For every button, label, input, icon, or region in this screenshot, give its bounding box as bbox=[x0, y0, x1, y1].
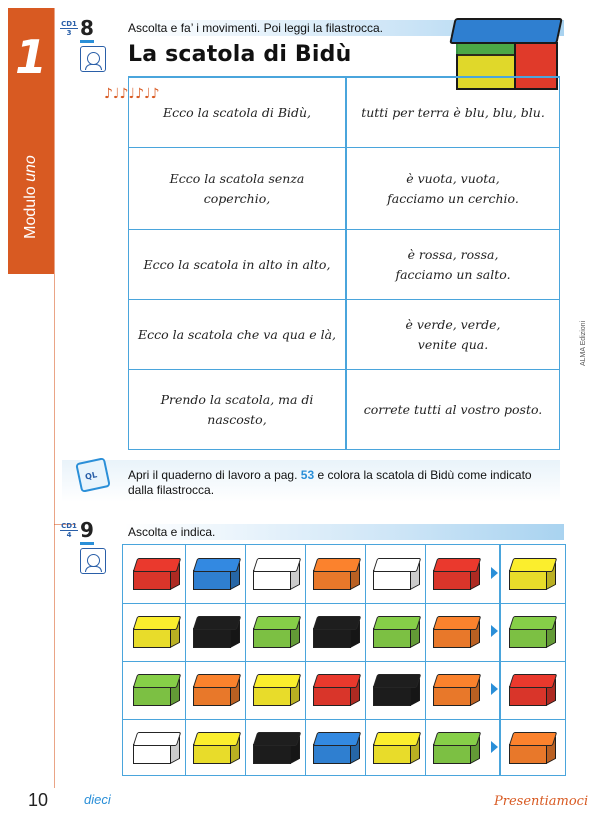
module-label-suffix: uno bbox=[22, 155, 39, 182]
box-option[interactable] bbox=[431, 728, 481, 768]
poem-line-right: tutti per terra è blu, blu, blu. bbox=[361, 104, 545, 120]
hint-text-after: e colora la scatola di Bidù come indicato dalla filastrocca. bbox=[128, 468, 532, 497]
poem-row bbox=[129, 77, 559, 147]
listen-face-icon bbox=[80, 548, 106, 574]
cd-label: CD1 bbox=[61, 522, 77, 530]
workbook-hint bbox=[128, 468, 558, 498]
poem-line-left: Ecco la scatola che va qua e là, bbox=[137, 326, 337, 342]
box-option[interactable] bbox=[131, 554, 181, 594]
exercise-instruction: Ascolta e indica. bbox=[128, 525, 216, 539]
poem-line-right: correte tutti al vostro posto. bbox=[363, 401, 543, 417]
poem-line-right: è vuota, vuota, facciamo un cerchio. bbox=[387, 170, 519, 206]
box-option[interactable] bbox=[251, 554, 301, 594]
cd-label: CD1 bbox=[61, 20, 77, 28]
box-option[interactable] bbox=[191, 728, 241, 768]
module-number: 1 bbox=[14, 30, 47, 84]
cd-track-icon bbox=[60, 20, 78, 40]
music-notes-icon: ♪♩♪♩♪♩♪ bbox=[104, 86, 160, 102]
poem-row bbox=[129, 229, 559, 299]
arrow-right-icon bbox=[491, 683, 498, 695]
poem-row bbox=[129, 369, 559, 449]
answer-column-divider bbox=[499, 545, 501, 775]
box-target bbox=[507, 670, 557, 710]
exercise-number: 8 bbox=[80, 16, 94, 40]
poem-line-left: Ecco la scatola senza coperchio, bbox=[169, 170, 305, 206]
poem-line-right: è rossa, rossa, facciamo un salto. bbox=[395, 246, 511, 282]
box-option[interactable] bbox=[251, 670, 301, 710]
poem-line-left: Ecco la scatola in alto in alto, bbox=[143, 256, 331, 272]
box-option[interactable] bbox=[371, 670, 421, 710]
margin-line bbox=[54, 8, 55, 788]
workbook-icon bbox=[75, 457, 111, 493]
box-option[interactable] bbox=[131, 728, 181, 768]
module-side-tab bbox=[8, 8, 54, 274]
box-option[interactable] bbox=[311, 554, 361, 594]
cd-track-number: 4 bbox=[66, 531, 72, 539]
box-option[interactable] bbox=[431, 554, 481, 594]
box-option[interactable] bbox=[251, 612, 301, 652]
box-option[interactable] bbox=[131, 670, 181, 710]
box-option[interactable] bbox=[431, 670, 481, 710]
poem-line-left: Ecco la scatola di Bidù, bbox=[162, 104, 312, 120]
box-option[interactable] bbox=[311, 670, 361, 710]
grid-col-line bbox=[185, 545, 186, 775]
poem-table bbox=[128, 76, 560, 450]
workbook-label: QL bbox=[84, 470, 98, 482]
arrow-right-icon bbox=[491, 567, 498, 579]
box-option[interactable] bbox=[371, 728, 421, 768]
poem-line-right: è verde, verde, venite qua. bbox=[405, 316, 501, 352]
grid-col-line bbox=[305, 545, 306, 775]
box-option[interactable] bbox=[431, 612, 481, 652]
box-option[interactable] bbox=[371, 554, 421, 594]
page-number: 10 bbox=[28, 790, 49, 810]
cd-track-icon bbox=[60, 522, 78, 542]
grid-col-line bbox=[365, 545, 366, 775]
box-option[interactable] bbox=[311, 612, 361, 652]
arrow-right-icon bbox=[491, 625, 498, 637]
box-option[interactable] bbox=[191, 554, 241, 594]
exercise-number: 9 bbox=[80, 518, 94, 542]
arrow-right-icon bbox=[491, 741, 498, 753]
module-label bbox=[22, 110, 40, 284]
cd-track-number: 3 bbox=[66, 29, 72, 37]
poem-row bbox=[129, 147, 559, 229]
section-name: Presentiamoci bbox=[494, 794, 589, 809]
hint-page-ref[interactable]: 53 bbox=[300, 468, 315, 482]
box-option[interactable] bbox=[191, 612, 241, 652]
box-option[interactable] bbox=[131, 612, 181, 652]
hint-text-before: Apri il quaderno di lavoro a pag. bbox=[128, 468, 301, 482]
grid-col-line bbox=[425, 545, 426, 775]
publisher-credit: ALMA Edizioni bbox=[580, 320, 587, 366]
box-target bbox=[507, 612, 557, 652]
box-target bbox=[507, 728, 557, 768]
box-grid bbox=[122, 544, 566, 776]
poem-line-left: Prendo la scatola, ma di nascosto, bbox=[160, 391, 314, 427]
box-option[interactable] bbox=[251, 728, 301, 768]
box-target bbox=[507, 554, 557, 594]
box-option[interactable] bbox=[311, 728, 361, 768]
grid-col-line bbox=[245, 545, 246, 775]
listen-face-icon bbox=[80, 46, 106, 72]
box-option[interactable] bbox=[191, 670, 241, 710]
poem-row bbox=[129, 299, 559, 369]
box-option[interactable] bbox=[371, 612, 421, 652]
page-number-word: dieci bbox=[84, 792, 111, 807]
poem-title: La scatola di Bidù bbox=[128, 42, 352, 67]
module-label-prefix: Modulo bbox=[22, 186, 39, 239]
exercise-instruction: Ascolta e fa’ i movimenti. Poi leggi la filastrocca. bbox=[128, 21, 383, 35]
